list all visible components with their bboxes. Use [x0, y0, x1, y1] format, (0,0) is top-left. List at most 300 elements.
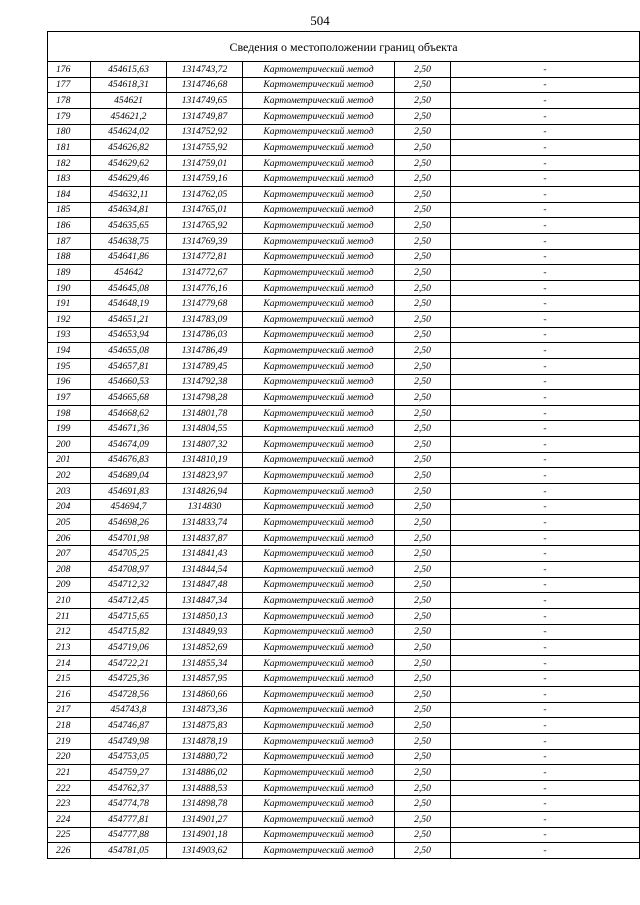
- method-cell: Картометрический метод: [243, 843, 395, 859]
- method-cell: Картометрический метод: [243, 312, 395, 328]
- x-coordinate-cell: 454657,81: [91, 358, 167, 374]
- point-number-cell: 195: [48, 358, 91, 374]
- table-row: [48, 140, 640, 156]
- description-cell: -: [451, 93, 640, 109]
- x-coordinate-cell: 454676,83: [91, 452, 167, 468]
- description-cell: -: [451, 187, 640, 203]
- precision-cell: 2,50: [395, 671, 451, 687]
- x-coordinate-cell: 454777,81: [91, 812, 167, 828]
- description-cell: -: [451, 108, 640, 124]
- description-cell: -: [451, 655, 640, 671]
- precision-cell: 2,50: [395, 437, 451, 453]
- table-row: [48, 155, 640, 171]
- precision-cell: 2,50: [395, 577, 451, 593]
- description-cell: -: [451, 796, 640, 812]
- precision-cell: 2,50: [395, 421, 451, 437]
- x-coordinate-cell: 454689,04: [91, 468, 167, 484]
- y-coordinate-cell: 1314772,67: [167, 265, 243, 281]
- point-number-cell: 177: [48, 77, 91, 93]
- y-coordinate-cell: 1314850,13: [167, 608, 243, 624]
- table-row: [48, 437, 640, 453]
- x-coordinate-cell: 454671,36: [91, 421, 167, 437]
- point-number-cell: 214: [48, 655, 91, 671]
- description-cell: -: [451, 843, 640, 859]
- table-row: [48, 562, 640, 578]
- point-number-cell: 190: [48, 280, 91, 296]
- table-row: [48, 343, 640, 359]
- method-cell: Картометрический метод: [243, 780, 395, 796]
- x-coordinate-cell: 454694,7: [91, 499, 167, 515]
- description-cell: -: [451, 499, 640, 515]
- point-number-cell: 176: [48, 62, 91, 78]
- description-cell: -: [451, 62, 640, 78]
- point-number-cell: 184: [48, 187, 91, 203]
- method-cell: Картометрический метод: [243, 296, 395, 312]
- table-row: [48, 812, 640, 828]
- table-row: [48, 93, 640, 109]
- description-cell: -: [451, 452, 640, 468]
- y-coordinate-cell: 1314837,87: [167, 530, 243, 546]
- point-number-cell: 226: [48, 843, 91, 859]
- table-row: [48, 733, 640, 749]
- precision-cell: 2,50: [395, 827, 451, 843]
- precision-cell: 2,50: [395, 77, 451, 93]
- precision-cell: 2,50: [395, 733, 451, 749]
- y-coordinate-cell: 1314810,19: [167, 452, 243, 468]
- precision-cell: 2,50: [395, 780, 451, 796]
- table-row: [48, 280, 640, 296]
- y-coordinate-cell: 1314762,05: [167, 187, 243, 203]
- y-coordinate-cell: 1314759,16: [167, 171, 243, 187]
- y-coordinate-cell: 1314852,69: [167, 640, 243, 656]
- table-title: Сведения о местоположении границ объекта: [48, 32, 640, 62]
- description-cell: -: [451, 640, 640, 656]
- method-cell: Картометрический метод: [243, 499, 395, 515]
- y-coordinate-cell: 1314830: [167, 499, 243, 515]
- description-cell: -: [451, 624, 640, 640]
- point-number-cell: 212: [48, 624, 91, 640]
- description-cell: -: [451, 593, 640, 609]
- method-cell: Картометрический метод: [243, 718, 395, 734]
- precision-cell: 2,50: [395, 796, 451, 812]
- table-row: [48, 515, 640, 531]
- description-cell: -: [451, 530, 640, 546]
- point-number-cell: 221: [48, 765, 91, 781]
- precision-cell: 2,50: [395, 515, 451, 531]
- table-row: [48, 421, 640, 437]
- precision-cell: 2,50: [395, 202, 451, 218]
- x-coordinate-cell: 454759,27: [91, 765, 167, 781]
- x-coordinate-cell: 454629,46: [91, 171, 167, 187]
- y-coordinate-cell: 1314886,02: [167, 765, 243, 781]
- x-coordinate-cell: 454701,98: [91, 530, 167, 546]
- table-row: [48, 687, 640, 703]
- point-number-cell: 204: [48, 499, 91, 515]
- x-coordinate-cell: 454638,75: [91, 233, 167, 249]
- x-coordinate-cell: 454629,62: [91, 155, 167, 171]
- y-coordinate-cell: 1314789,45: [167, 358, 243, 374]
- point-number-cell: 225: [48, 827, 91, 843]
- description-cell: -: [451, 374, 640, 390]
- y-coordinate-cell: 1314776,16: [167, 280, 243, 296]
- point-number-cell: 189: [48, 265, 91, 281]
- table-body: [48, 62, 640, 859]
- description-cell: -: [451, 265, 640, 281]
- table-row: [48, 218, 640, 234]
- point-number-cell: 220: [48, 749, 91, 765]
- method-cell: Картометрический метод: [243, 608, 395, 624]
- table-row: [48, 327, 640, 343]
- x-coordinate-cell: 454722,21: [91, 655, 167, 671]
- page-number: 504: [310, 13, 330, 28]
- point-number-cell: 216: [48, 687, 91, 703]
- y-coordinate-cell: 1314769,39: [167, 233, 243, 249]
- precision-cell: 2,50: [395, 405, 451, 421]
- x-coordinate-cell: 454665,68: [91, 390, 167, 406]
- description-cell: -: [451, 327, 640, 343]
- description-cell: -: [451, 546, 640, 562]
- point-number-cell: 215: [48, 671, 91, 687]
- description-cell: -: [451, 608, 640, 624]
- method-cell: Картометрический метод: [243, 796, 395, 812]
- method-cell: Картометрический метод: [243, 421, 395, 437]
- y-coordinate-cell: 1314752,92: [167, 124, 243, 140]
- table-row: [48, 405, 640, 421]
- x-coordinate-cell: 454621: [91, 93, 167, 109]
- description-cell: -: [451, 437, 640, 453]
- method-cell: Картометрический метод: [243, 77, 395, 93]
- table-row: [48, 233, 640, 249]
- point-number-cell: 186: [48, 218, 91, 234]
- x-coordinate-cell: 454651,21: [91, 312, 167, 328]
- method-cell: Картометрический метод: [243, 124, 395, 140]
- description-cell: -: [451, 77, 640, 93]
- precision-cell: 2,50: [395, 218, 451, 234]
- method-cell: Картометрический метод: [243, 483, 395, 499]
- description-cell: -: [451, 780, 640, 796]
- description-cell: -: [451, 405, 640, 421]
- table-row: [48, 358, 640, 374]
- point-number-cell: 211: [48, 608, 91, 624]
- y-coordinate-cell: 1314873,36: [167, 702, 243, 718]
- point-number-cell: 202: [48, 468, 91, 484]
- x-coordinate-cell: 454777,88: [91, 827, 167, 843]
- y-coordinate-cell: 1314749,87: [167, 108, 243, 124]
- y-coordinate-cell: 1314746,68: [167, 77, 243, 93]
- description-cell: -: [451, 171, 640, 187]
- y-coordinate-cell: 1314779,68: [167, 296, 243, 312]
- point-number-cell: 207: [48, 546, 91, 562]
- description-cell: -: [451, 249, 640, 265]
- precision-cell: 2,50: [395, 593, 451, 609]
- method-cell: Картометрический метод: [243, 249, 395, 265]
- description-cell: -: [451, 343, 640, 359]
- x-coordinate-cell: 454642: [91, 265, 167, 281]
- table-row: [48, 671, 640, 687]
- y-coordinate-cell: 1314807,32: [167, 437, 243, 453]
- table-row: [48, 655, 640, 671]
- x-coordinate-cell: 454635,65: [91, 218, 167, 234]
- method-cell: Картометрический метод: [243, 624, 395, 640]
- point-number-cell: 224: [48, 812, 91, 828]
- description-cell: -: [451, 296, 640, 312]
- x-coordinate-cell: 454715,82: [91, 624, 167, 640]
- point-number-cell: 198: [48, 405, 91, 421]
- point-number-cell: 181: [48, 140, 91, 156]
- description-cell: -: [451, 812, 640, 828]
- table-row: [48, 640, 640, 656]
- point-number-cell: 200: [48, 437, 91, 453]
- precision-cell: 2,50: [395, 702, 451, 718]
- precision-cell: 2,50: [395, 640, 451, 656]
- point-number-cell: 193: [48, 327, 91, 343]
- method-cell: Картометрический метод: [243, 468, 395, 484]
- precision-cell: 2,50: [395, 530, 451, 546]
- x-coordinate-cell: 454653,94: [91, 327, 167, 343]
- point-number-cell: 183: [48, 171, 91, 187]
- description-cell: -: [451, 765, 640, 781]
- x-coordinate-cell: 454753,05: [91, 749, 167, 765]
- y-coordinate-cell: 1314847,48: [167, 577, 243, 593]
- table-title-row: [48, 32, 640, 62]
- x-coordinate-cell: 454746,87: [91, 718, 167, 734]
- point-number-cell: 196: [48, 374, 91, 390]
- method-cell: Картометрический метод: [243, 358, 395, 374]
- method-cell: Картометрический метод: [243, 187, 395, 203]
- method-cell: Картометрический метод: [243, 405, 395, 421]
- method-cell: Картометрический метод: [243, 702, 395, 718]
- x-coordinate-cell: 454632,11: [91, 187, 167, 203]
- point-number-cell: 209: [48, 577, 91, 593]
- precision-cell: 2,50: [395, 468, 451, 484]
- description-cell: -: [451, 749, 640, 765]
- x-coordinate-cell: 454781,05: [91, 843, 167, 859]
- y-coordinate-cell: 1314849,93: [167, 624, 243, 640]
- table-row: [48, 499, 640, 515]
- precision-cell: 2,50: [395, 374, 451, 390]
- x-coordinate-cell: 454641,86: [91, 249, 167, 265]
- method-cell: Картометрический метод: [243, 265, 395, 281]
- y-coordinate-cell: 1314804,55: [167, 421, 243, 437]
- point-number-cell: 218: [48, 718, 91, 734]
- point-number-cell: 219: [48, 733, 91, 749]
- description-cell: -: [451, 718, 640, 734]
- method-cell: Картометрический метод: [243, 749, 395, 765]
- method-cell: Картометрический метод: [243, 640, 395, 656]
- table-row: [48, 202, 640, 218]
- precision-cell: 2,50: [395, 812, 451, 828]
- x-coordinate-cell: 454715,65: [91, 608, 167, 624]
- point-number-cell: 213: [48, 640, 91, 656]
- precision-cell: 2,50: [395, 749, 451, 765]
- table-row: [48, 374, 640, 390]
- method-cell: Картометрический метод: [243, 687, 395, 703]
- table-row: [48, 390, 640, 406]
- x-coordinate-cell: 454645,08: [91, 280, 167, 296]
- x-coordinate-cell: 454634,81: [91, 202, 167, 218]
- y-coordinate-cell: 1314759,01: [167, 155, 243, 171]
- y-coordinate-cell: 1314765,92: [167, 218, 243, 234]
- description-cell: -: [451, 671, 640, 687]
- precision-cell: 2,50: [395, 452, 451, 468]
- y-coordinate-cell: 1314765,01: [167, 202, 243, 218]
- point-number-cell: 210: [48, 593, 91, 609]
- point-number-cell: 179: [48, 108, 91, 124]
- y-coordinate-cell: 1314857,95: [167, 671, 243, 687]
- method-cell: Картометрический метод: [243, 171, 395, 187]
- precision-cell: 2,50: [395, 499, 451, 515]
- method-cell: Картометрический метод: [243, 765, 395, 781]
- y-coordinate-cell: 1314855,34: [167, 655, 243, 671]
- table-row: [48, 265, 640, 281]
- y-coordinate-cell: 1314888,53: [167, 780, 243, 796]
- description-cell: -: [451, 233, 640, 249]
- x-coordinate-cell: 454743,8: [91, 702, 167, 718]
- precision-cell: 2,50: [395, 483, 451, 499]
- description-cell: -: [451, 390, 640, 406]
- description-cell: -: [451, 280, 640, 296]
- point-number-cell: 208: [48, 562, 91, 578]
- table-row: [48, 843, 640, 859]
- precision-cell: 2,50: [395, 608, 451, 624]
- x-coordinate-cell: 454648,19: [91, 296, 167, 312]
- precision-cell: 2,50: [395, 265, 451, 281]
- description-cell: -: [451, 515, 640, 531]
- x-coordinate-cell: 454725,36: [91, 671, 167, 687]
- table-row: [48, 312, 640, 328]
- x-coordinate-cell: 454708,97: [91, 562, 167, 578]
- method-cell: Картометрический метод: [243, 562, 395, 578]
- precision-cell: 2,50: [395, 140, 451, 156]
- precision-cell: 2,50: [395, 343, 451, 359]
- precision-cell: 2,50: [395, 155, 451, 171]
- precision-cell: 2,50: [395, 62, 451, 78]
- precision-cell: 2,50: [395, 718, 451, 734]
- point-number-cell: 201: [48, 452, 91, 468]
- point-number-cell: 178: [48, 93, 91, 109]
- description-cell: -: [451, 483, 640, 499]
- description-cell: -: [451, 827, 640, 843]
- x-coordinate-cell: 454618,31: [91, 77, 167, 93]
- y-coordinate-cell: 1314826,94: [167, 483, 243, 499]
- y-coordinate-cell: 1314875,83: [167, 718, 243, 734]
- point-number-cell: 187: [48, 233, 91, 249]
- point-number-cell: 194: [48, 343, 91, 359]
- precision-cell: 2,50: [395, 327, 451, 343]
- y-coordinate-cell: 1314786,03: [167, 327, 243, 343]
- method-cell: Картометрический метод: [243, 546, 395, 562]
- table-row: [48, 624, 640, 640]
- precision-cell: 2,50: [395, 280, 451, 296]
- method-cell: Картометрический метод: [243, 390, 395, 406]
- method-cell: Картометрический метод: [243, 62, 395, 78]
- description-cell: -: [451, 562, 640, 578]
- y-coordinate-cell: 1314772,81: [167, 249, 243, 265]
- method-cell: Картометрический метод: [243, 93, 395, 109]
- table-row: [48, 124, 640, 140]
- table-row: [48, 483, 640, 499]
- x-coordinate-cell: 454774,78: [91, 796, 167, 812]
- y-coordinate-cell: 1314786,49: [167, 343, 243, 359]
- table-row: [48, 718, 640, 734]
- y-coordinate-cell: 1314841,43: [167, 546, 243, 562]
- description-cell: -: [451, 202, 640, 218]
- description-cell: -: [451, 312, 640, 328]
- precision-cell: 2,50: [395, 546, 451, 562]
- y-coordinate-cell: 1314901,18: [167, 827, 243, 843]
- point-number-cell: 206: [48, 530, 91, 546]
- method-cell: Картометрический метод: [243, 218, 395, 234]
- precision-cell: 2,50: [395, 655, 451, 671]
- x-coordinate-cell: 454615,63: [91, 62, 167, 78]
- y-coordinate-cell: 1314901,27: [167, 812, 243, 828]
- point-number-cell: 192: [48, 312, 91, 328]
- precision-cell: 2,50: [395, 124, 451, 140]
- precision-cell: 2,50: [395, 312, 451, 328]
- y-coordinate-cell: 1314798,28: [167, 390, 243, 406]
- precision-cell: 2,50: [395, 233, 451, 249]
- y-coordinate-cell: 1314844,54: [167, 562, 243, 578]
- method-cell: Картометрический метод: [243, 515, 395, 531]
- x-coordinate-cell: 454655,08: [91, 343, 167, 359]
- table-row: [48, 249, 640, 265]
- table-row: [48, 827, 640, 843]
- method-cell: Картометрический метод: [243, 343, 395, 359]
- precision-cell: 2,50: [395, 171, 451, 187]
- precision-cell: 2,50: [395, 249, 451, 265]
- table-row: [48, 796, 640, 812]
- x-coordinate-cell: 454698,26: [91, 515, 167, 531]
- table-row: [48, 77, 640, 93]
- method-cell: Картометрический метод: [243, 812, 395, 828]
- method-cell: Картометрический метод: [243, 108, 395, 124]
- method-cell: Картометрический метод: [243, 233, 395, 249]
- y-coordinate-cell: 1314860,66: [167, 687, 243, 703]
- point-number-cell: 191: [48, 296, 91, 312]
- point-number-cell: 197: [48, 390, 91, 406]
- description-cell: -: [451, 468, 640, 484]
- table-row: [48, 780, 640, 796]
- table-row: [48, 468, 640, 484]
- x-coordinate-cell: 454728,56: [91, 687, 167, 703]
- table-row: [48, 452, 640, 468]
- precision-cell: 2,50: [395, 390, 451, 406]
- table-row: [48, 187, 640, 203]
- method-cell: Картометрический метод: [243, 202, 395, 218]
- description-cell: -: [451, 140, 640, 156]
- x-coordinate-cell: 454621,2: [91, 108, 167, 124]
- precision-cell: 2,50: [395, 93, 451, 109]
- table-row: [48, 702, 640, 718]
- description-cell: -: [451, 421, 640, 437]
- y-coordinate-cell: 1314792,38: [167, 374, 243, 390]
- description-cell: -: [451, 702, 640, 718]
- y-coordinate-cell: 1314847,34: [167, 593, 243, 609]
- description-cell: -: [451, 687, 640, 703]
- point-number-cell: 188: [48, 249, 91, 265]
- table-row: [48, 546, 640, 562]
- y-coordinate-cell: 1314898,78: [167, 796, 243, 812]
- description-cell: -: [451, 218, 640, 234]
- x-coordinate-cell: 454626,82: [91, 140, 167, 156]
- table-row: [48, 608, 640, 624]
- point-number-cell: 182: [48, 155, 91, 171]
- point-number-cell: 199: [48, 421, 91, 437]
- method-cell: Картометрический метод: [243, 452, 395, 468]
- y-coordinate-cell: 1314783,09: [167, 312, 243, 328]
- x-coordinate-cell: 454719,06: [91, 640, 167, 656]
- table-row: [48, 62, 640, 78]
